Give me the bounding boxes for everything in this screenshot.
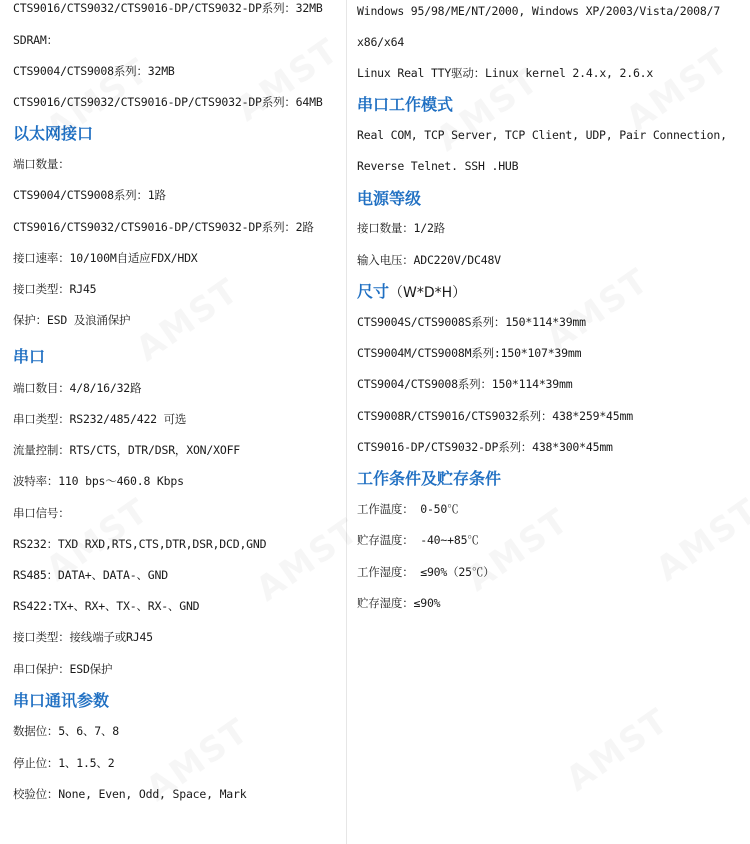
size-line: CTS9004S/CTS9008S系列：150*114*39mm bbox=[357, 315, 586, 329]
serial-params-line: 数据位：5、6、7、8 bbox=[13, 724, 119, 738]
size-line: CTS9008R/CTS9016/CTS9032系列：438*259*45mm bbox=[357, 409, 633, 423]
ethernet-line: 接口速率：10/100M自适应FDX/HDX bbox=[13, 251, 198, 265]
watermark bbox=[229, 30, 347, 129]
size-line: CTS9004M/CTS9008M系列:150*107*39mm bbox=[357, 346, 582, 360]
serial-line: RS422:TX+、RX+、TX-、RX-、GND bbox=[13, 599, 200, 613]
driver-line-2: x86/x64 bbox=[357, 35, 405, 49]
watermark bbox=[129, 270, 247, 369]
serial-line: RS232：TXD RXD,RTS,CTS,DTR,DSR,DCD,GND bbox=[13, 537, 267, 551]
driver-line-3: Linux Real TTY驱动：Linux kernel 2.4.x, 2.6.x bbox=[357, 66, 654, 80]
power-line: 接口数量：1/2路 bbox=[357, 221, 445, 235]
watermark bbox=[619, 40, 737, 139]
ethernet-line: CTS9016/CTS9032/CTS9016-DP/CTS9032-DP系列：2路 bbox=[13, 220, 314, 234]
watermark bbox=[459, 500, 577, 599]
serial-params-heading: 串口通讯参数 bbox=[13, 691, 110, 710]
serial-line: 流量控制：RTS/CTS，DTR/DSR，XON/XOFF bbox=[13, 443, 241, 457]
size-heading-title: 尺寸 bbox=[357, 282, 390, 301]
conditions-line: 工作温度： 0-50℃ bbox=[357, 502, 459, 516]
ethernet-line: CTS9004/CTS9008系列：1路 bbox=[13, 188, 166, 202]
memory-line-1: CTS9016/CTS9032/CTS9016-DP/CTS9032-DP系列：32MB bbox=[13, 1, 323, 15]
memory-line-4: CTS9016/CTS9032/CTS9016-DP/CTS9032-DP系列：64MB bbox=[13, 95, 323, 109]
memory-line-3: CTS9004/CTS9008系列：32MB bbox=[13, 64, 175, 78]
serial-heading: 串口 bbox=[13, 347, 46, 366]
serial-line: 端口数目：4/8/16/32路 bbox=[13, 381, 142, 395]
serial-params-line: 校验位：None, Even, Odd, Space, Mark bbox=[13, 787, 247, 801]
watermark bbox=[649, 490, 750, 589]
ethernet-line: 保护：ESD 及浪涌保护 bbox=[13, 313, 131, 327]
conditions-line: 工作湿度： ≤90%（25℃） bbox=[357, 565, 495, 579]
conditions-heading: 工作条件及贮存条件 bbox=[357, 469, 502, 488]
serial-mode-line: Real COM, TCP Server, TCP Client, UDP, Pair Connection, bbox=[357, 128, 727, 142]
serial-mode-line: Reverse Telnet. SSH .HUB bbox=[357, 159, 519, 173]
size-heading-suffix: （W*D*H） bbox=[389, 285, 467, 301]
serial-line: 串口保护：ESD保护 bbox=[13, 662, 113, 676]
column-divider bbox=[346, 0, 347, 844]
size-heading bbox=[357, 281, 466, 303]
serial-line: RS485：DATA+、DATA-、GND bbox=[13, 568, 168, 582]
driver-line-1: Windows 95/98/ME/NT/2000, Windows XP/2003/Vista/2008/7 bbox=[357, 4, 721, 18]
ethernet-line: 端口数量： bbox=[13, 157, 70, 171]
size-line: CTS9016-DP/CTS9032-DP系列：438*300*45mm bbox=[357, 440, 613, 454]
serial-line: 串口类型：RS232/485/422 可选 bbox=[13, 412, 187, 426]
ethernet-heading: 以太网接口 bbox=[13, 124, 94, 143]
serial-mode-heading: 串口工作模式 bbox=[357, 95, 454, 114]
power-line: 输入电压：ADC220V/DC48V bbox=[357, 253, 501, 267]
conditions-line: 贮存温度： -40~+85℃ bbox=[357, 533, 479, 547]
serial-line: 串口信号： bbox=[13, 506, 70, 520]
power-heading: 电源等级 bbox=[357, 189, 422, 208]
serial-params-line: 停止位：1、1.5、2 bbox=[13, 756, 115, 770]
ethernet-line: 接口类型：RJ45 bbox=[13, 282, 97, 296]
watermark bbox=[249, 510, 367, 609]
memory-line-2: SDRAM： bbox=[13, 33, 58, 47]
conditions-line: 贮存湿度：≤90% bbox=[357, 596, 441, 610]
watermark bbox=[559, 700, 677, 799]
size-line: CTS9004/CTS9008系列：150*114*39mm bbox=[357, 377, 573, 391]
serial-line: 波特率：110 bps～460.8 Kbps bbox=[13, 474, 184, 488]
serial-line: 接口类型：接线端子或RJ45 bbox=[13, 630, 153, 644]
